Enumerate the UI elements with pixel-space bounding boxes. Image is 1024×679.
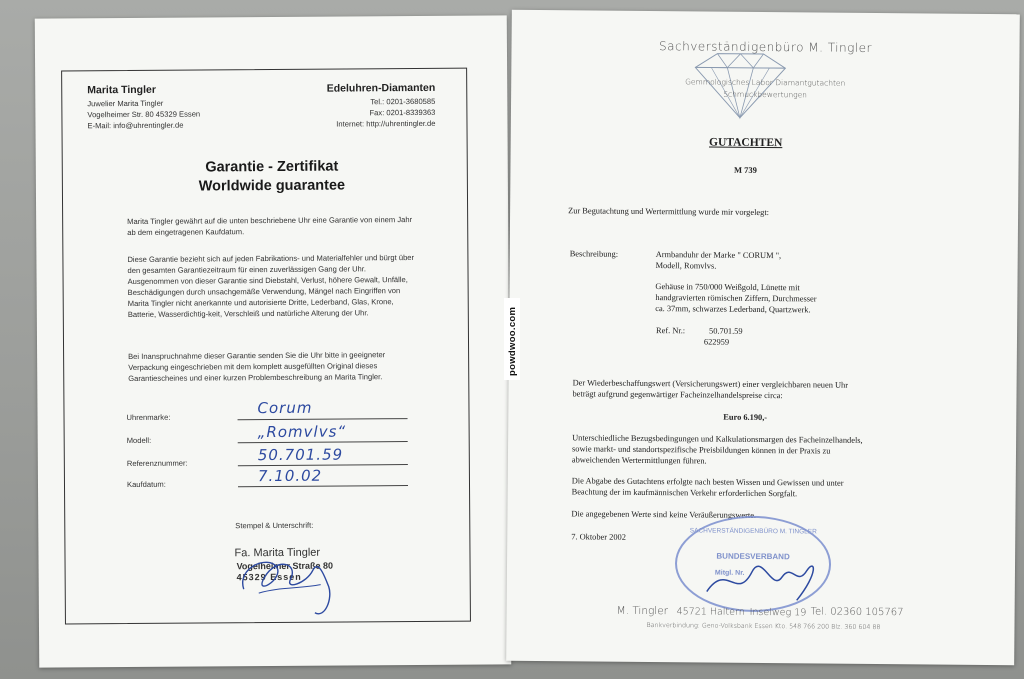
stamp-signature-label: Stempel & Unterschrift: xyxy=(235,520,314,531)
margins-line-3: abweichenden Wertermittlungen führen. xyxy=(571,455,707,466)
appraisal-title: GUTACHTEN xyxy=(709,136,783,150)
value-text-line-1: Der Wiederbeschaffungswert (Versicherungswert) einer vergleichbaren neuen Uhr xyxy=(572,378,849,390)
watermark-text: powdwoo.com xyxy=(507,306,518,376)
guarantee-certificate-sheet xyxy=(35,15,512,667)
disclaimer: Die angegebenen Werte sind keine Veräußerungswerte. xyxy=(571,509,757,520)
stamp-line-2: Vogelheimer Straße 80 xyxy=(236,560,333,572)
shop-fax: Fax: 0201-8339363 xyxy=(369,107,436,118)
model-label: Modell: xyxy=(126,435,152,446)
certificate-subtitle: Worldwide guarantee xyxy=(198,177,346,195)
purchase-date-value: 7.10.02 xyxy=(257,466,323,486)
footer-street: Inselweg 19 xyxy=(749,606,807,619)
brand-label: Uhrenmarke: xyxy=(126,412,171,423)
margins-line-1: Unterschiedliche Bezugsbedingungen und Kalkulationsmargen des Facheinzelhandels, xyxy=(572,433,863,445)
guarantee-paragraph-2: Diese Garantie bezieht sich auf jeden Fabrikations- und Materialfehler und bürgt über den gesamten Garantiezeitraum für einen zuverlässigen Gang der Uhr. Ausgenommen von dieser Garantie sind Diebstahl, Verlust, höhere Gewalt, Unfälle, Beschädigungen durch unsachgemäße Verwendung, Mängel nach Eingriffen von Marita Tingler nicht anerkannte und autorisierte Dritte, Lederband, Glas, Krone, Batterie, Wasserdichtig-keit, Verschleiß und natürliche Alterung der Uhr. xyxy=(127,253,415,320)
certificate-title: Garantie - Zertifikat xyxy=(205,158,339,176)
description-line-2: Modell, Romvlvs. xyxy=(655,261,717,271)
appraisal-sheet xyxy=(506,10,1020,665)
reference-value: 50.701.59 xyxy=(257,445,344,465)
description-label: Beschreibung: xyxy=(569,249,619,259)
reference-number-label: Ref. Nr.: xyxy=(656,326,686,336)
reference-number-1: 50.701.59 xyxy=(709,326,743,336)
signature-scribble-icon xyxy=(228,526,349,617)
footer-name: M. Tingler xyxy=(616,604,669,618)
diligence-line-1: Die Abgabe des Gutachtens erfolgte nach besten Wissen und Gewissen und unter xyxy=(571,476,844,488)
stamp-line-1: Fa. Marita Tingler xyxy=(234,546,321,560)
appraiser-signature-icon xyxy=(697,531,828,612)
shop-specialty: Edeluhren-Diamanten xyxy=(326,81,436,95)
shop-name: Marita Tingler xyxy=(87,83,156,97)
appraisal-date: 7. Oktober 2002 xyxy=(571,532,626,542)
description-line-5: handgravierten römischen Ziffern, Durchmesser xyxy=(655,293,817,304)
letterhead-subtitle-1: Gemmologisches Labor Diamantgutachten xyxy=(685,77,846,88)
margins-line-2: sowie markt- und standortspezifische Preisbildungen können in der Praxis zu xyxy=(571,444,831,456)
value-text-line-2: beträgt aufgrund gegenwärtiger Facheinzelhandelspreise circa: xyxy=(572,389,783,401)
description-line-1: Armbanduhr der Marke " CORUM ", xyxy=(655,250,782,261)
watermark xyxy=(504,298,520,380)
diligence-line-2: Beachtung der im kaufmännischen Verkehr erforderlichen Sorgfalt. xyxy=(571,487,798,499)
reference-label: Referenznummer: xyxy=(126,458,188,469)
guarantee-paragraph-1: Marita Tingler gewährt auf die unten beschriebene Uhr eine Garantie von einem Jahr ab dem eingetragenen Kaufdatum. xyxy=(127,215,413,238)
letterhead-subtitle-2: Schmuckbewertungen xyxy=(723,89,808,100)
appraisal-number: M 739 xyxy=(733,164,757,175)
footer-phone: Tel. 02360 105767 xyxy=(810,606,904,619)
stamp-line-3: 45329 Essen xyxy=(236,571,302,583)
replacement-value: Euro 6.190,- xyxy=(723,412,768,423)
shop-phone: Tel.: 0201-3680585 xyxy=(370,96,436,107)
stamp-text-1: SACHVERSTÄNDIGENBÜRO M. TINGLER xyxy=(689,527,817,536)
brand-value: Corum xyxy=(257,398,313,418)
appraisal-intro: Zur Begutachtung und Wertermittlung wurde mir vorgelegt: xyxy=(568,206,770,218)
model-value: „Romvlvs“ xyxy=(257,422,347,442)
shop-owner: Juwelier Marita Tingler xyxy=(87,98,164,109)
stamp-text-2: BUNDESVERBAND xyxy=(716,551,790,562)
footer-city: 45721 Haltern xyxy=(676,606,745,618)
shop-website: Internet: http://uhrentingler.de xyxy=(336,118,436,129)
footer-bank: Bankverbindung: Geno-Volksbank Essen Kto. 548 766 200 Blz. 360 604 88 xyxy=(646,621,881,632)
shop-address: Vogelheimer Str. 80 45329 Essen xyxy=(87,109,201,120)
description-line-6: ca. 37mm, schwarzes Lederband, Quartzwerk. xyxy=(655,304,811,315)
reference-number-2: 622959 xyxy=(703,337,730,347)
description-line-4: Gehäuse in 750/000 Weißgold, Lünette mit xyxy=(655,282,800,293)
stamp-text-3: Mitgl. Nr. xyxy=(714,569,745,577)
shop-email: E-Mail: info@uhrentingler.de xyxy=(87,120,184,131)
guarantee-paragraph-3: Bei Inanspruchnahme dieser Garantie senden Sie die Uhr bitte in geeigneter Verpackung eingeschrieben mit dem komplett ausgefüllten Original dieses Garantiescheines und einer kurzen Problembeschreibung an Marita Tingler. xyxy=(128,350,386,384)
letterhead-title: Sachverständigenbüro M. Tingler xyxy=(659,39,873,55)
purchase-date-label: Kaufdatum: xyxy=(126,479,166,490)
